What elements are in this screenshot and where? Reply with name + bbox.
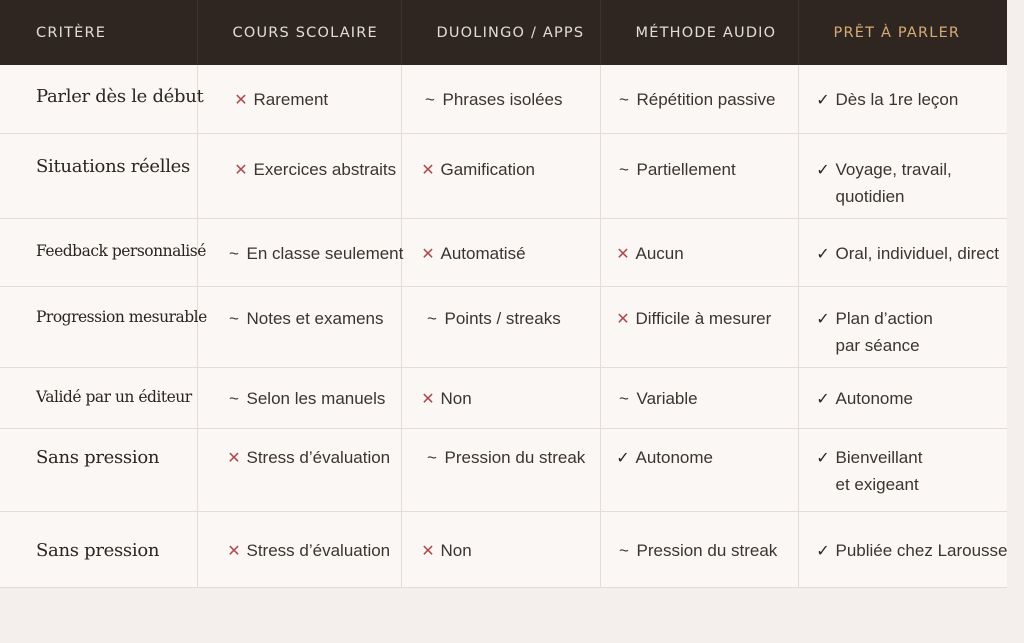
table-cell	[197, 367, 401, 428]
cell-text: Stress d’évaluation	[246, 540, 391, 560]
table-cell	[197, 286, 401, 367]
tilde-icon: ~	[619, 388, 629, 408]
cell-text: Plan d’action	[835, 308, 933, 328]
criterion-cell: Sans pression	[0, 428, 197, 511]
check-icon: ✓	[816, 308, 830, 328]
table-cell	[401, 511, 600, 587]
header-row	[0, 0, 1007, 65]
table-cell	[197, 133, 401, 218]
table-cell	[798, 218, 1007, 286]
table-row	[0, 65, 1007, 133]
cell-text: Dès la 1re leçon	[835, 90, 959, 109]
table-cell	[401, 218, 600, 286]
cell-text: Points / streaks	[444, 308, 561, 328]
check-icon: ✓	[816, 90, 830, 109]
table-cell	[197, 511, 401, 587]
cross-icon: ✕	[616, 243, 630, 263]
cell-text: Rarement	[253, 90, 329, 109]
table-cell	[401, 367, 600, 428]
table-row	[0, 218, 1007, 286]
table-cell	[798, 65, 1007, 133]
check-icon: ✓	[816, 540, 830, 560]
check-icon: ✓	[816, 388, 830, 408]
tilde-icon: ~	[427, 447, 437, 467]
tilde-icon: ~	[229, 308, 239, 328]
criterion-cell: Validé par un éditeur	[0, 367, 197, 428]
table-row	[0, 367, 1007, 428]
header-school: COURS SCOLAIRE	[197, 0, 401, 65]
table-cell	[798, 133, 1007, 218]
cell-text: Exercices abstraits	[253, 159, 397, 179]
table-cell	[600, 65, 798, 133]
tilde-icon: ~	[619, 540, 629, 560]
table-row	[0, 511, 1007, 587]
cell-text-line2: quotidien	[835, 186, 905, 206]
criterion-cell: Situations réelles	[0, 133, 197, 218]
table-cell	[600, 511, 798, 587]
cross-icon: ✕	[616, 308, 630, 328]
table-body	[0, 65, 1007, 587]
cross-icon: ✕	[421, 388, 435, 408]
table-cell	[798, 511, 1007, 587]
tilde-icon: ~	[427, 308, 437, 328]
cell-text: Bienveillant	[835, 447, 923, 467]
tilde-icon: ~	[229, 243, 239, 263]
cell-text: En classe seulement	[246, 243, 404, 263]
table-cell	[798, 286, 1007, 367]
cell-text: Gamification	[440, 159, 535, 179]
table-cell	[798, 428, 1007, 511]
cell-text: Voyage, travail,	[835, 159, 952, 179]
check-icon: ✓	[616, 447, 630, 467]
criterion-cell: Progression mesurable	[0, 286, 197, 367]
cell-text-line2: par séance	[835, 335, 920, 355]
cell-text: Stress d’évaluation	[246, 447, 391, 467]
tilde-icon: ~	[619, 159, 629, 179]
cell-text: Notes et examens	[246, 308, 384, 328]
table-cell	[600, 367, 798, 428]
table-cell	[197, 428, 401, 511]
table-cell	[600, 428, 798, 511]
table-row	[0, 133, 1007, 218]
criterion-cell: Feedback personnalisé	[0, 218, 197, 286]
cell-text-line2: et exigeant	[835, 474, 919, 494]
table-cell	[401, 286, 600, 367]
cross-icon: ✕	[421, 243, 435, 263]
cell-text: Autonome	[835, 388, 913, 408]
table-cell	[798, 367, 1007, 428]
cell-text: Non	[440, 540, 472, 560]
tilde-icon: ~	[229, 388, 239, 408]
cell-text: Aucun	[635, 243, 684, 263]
cross-icon: ✕	[421, 540, 435, 560]
table-row	[0, 428, 1007, 511]
table-cell	[197, 218, 404, 286]
cell-text: Partiellement	[636, 159, 736, 179]
cell-text: Non	[440, 388, 472, 408]
table-cell	[600, 133, 798, 218]
cell-text: Variable	[636, 388, 698, 408]
cell-text: Difficile à mesurer	[635, 308, 772, 328]
cell-text: Pression du streak	[636, 540, 778, 560]
cell-text: Automatisé	[440, 243, 526, 263]
check-icon: ✓	[816, 159, 830, 179]
criterion-cell: Parler dès le début	[0, 65, 197, 133]
cross-icon: ✕	[234, 159, 248, 179]
criterion-cell: Sans pression	[0, 511, 197, 587]
cell-text: Selon les manuels	[246, 388, 386, 408]
cell-text: Pression du streak	[444, 447, 586, 467]
table-row	[0, 286, 1007, 367]
table-cell	[401, 133, 600, 218]
cross-icon: ✕	[227, 447, 241, 467]
cross-icon: ✕	[421, 159, 435, 179]
cell-text: Phrases isolées	[442, 90, 563, 109]
cell-text: Répétition passive	[636, 90, 776, 109]
tilde-icon: ~	[619, 90, 629, 109]
cell-text: Autonome	[635, 447, 713, 467]
cross-icon: ✕	[227, 540, 241, 560]
cell-text: Publiée chez Larousse	[835, 540, 1008, 560]
table-cell	[600, 286, 798, 367]
table-cell	[401, 428, 600, 511]
cross-icon: ✕	[234, 90, 248, 109]
table-cell	[197, 65, 401, 133]
check-icon: ✓	[816, 243, 830, 263]
header-pret-a-parler: PRÊT À PARLER	[833, 24, 961, 41]
check-icon: ✓	[816, 447, 830, 467]
tilde-icon: ~	[425, 90, 435, 109]
header-criterion: CRITÈRE	[0, 0, 197, 65]
header-audio: MÉTHODE AUDIO	[600, 0, 798, 65]
cell-text: Oral, individuel, direct	[835, 243, 999, 263]
table-cell	[600, 218, 798, 286]
header-apps: DUOLINGO / APPS	[401, 0, 600, 65]
table-cell	[401, 65, 600, 133]
